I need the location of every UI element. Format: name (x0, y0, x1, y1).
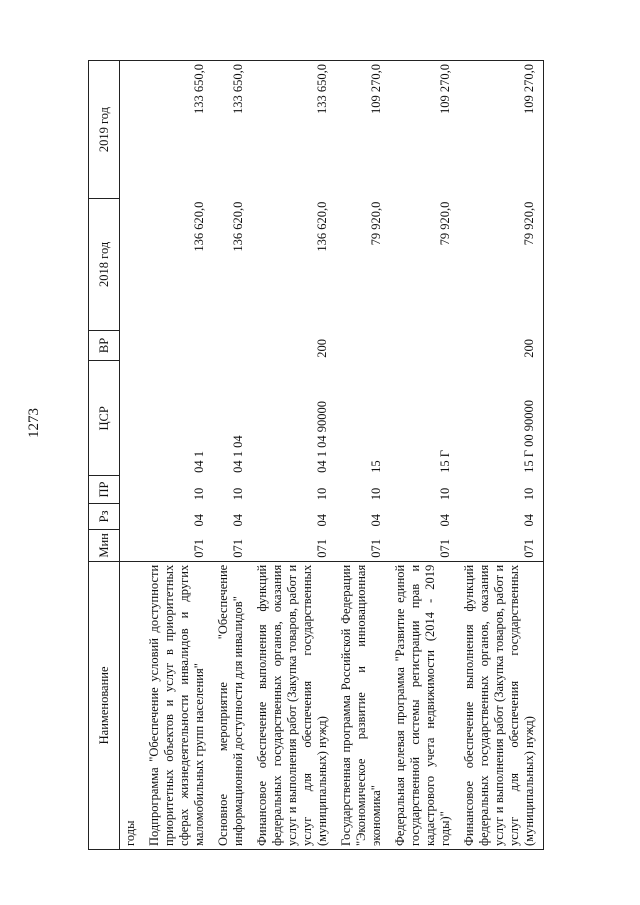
row-2018: 79 920,0 (459, 199, 544, 331)
row-csr: 04 1 04 (231, 435, 245, 473)
row-rz: 04 (459, 503, 544, 529)
row-2018: 136 620,0 (231, 201, 245, 252)
continuation-text: годы (120, 561, 145, 849)
row-name: Финансовое обеспечение выполнения функций федеральных государственных органов, оказания услуг и выполнения работ (Закупка товаров, работ и услуг для обеспечения государственных (муниципальных) нужд) (459, 561, 544, 849)
table-row (252, 61, 336, 850)
row-2019: 109 270,0 (459, 61, 544, 199)
header-pr: ПР (89, 476, 120, 503)
row-min: 071 (459, 530, 544, 562)
row-csr: 15 (369, 460, 383, 473)
row-2019: 133 650,0 (213, 61, 252, 199)
table-row (213, 61, 252, 850)
continuation-row (120, 61, 145, 850)
row-pr: 10 (459, 476, 544, 503)
row-min: 071 (231, 539, 245, 558)
row-2019: 109 270,0 (336, 61, 390, 199)
header-min: Мин (89, 530, 120, 562)
row-2018: 79 920,0 (438, 201, 452, 246)
table-row (336, 61, 390, 850)
row-2018: 79 920,0 (369, 201, 383, 246)
row-vr (336, 330, 390, 361)
row-csr: 15 Г (438, 449, 452, 473)
row-csr: 04 1 04 90000 (315, 400, 329, 473)
row-min: 071 (369, 539, 383, 558)
table-row (390, 61, 459, 850)
rotated-page (88, 60, 610, 850)
row-2019: 133 650,0 (144, 61, 213, 199)
row-rz: 04 (438, 514, 452, 527)
row-name: Государственная программа Российской Федерации "Экономическое развитие и инновационная экономика" (336, 561, 390, 849)
row-vr: 200 (315, 339, 329, 358)
header-name: Наименование (89, 561, 120, 849)
row-rz: 04 (231, 514, 245, 527)
row-csr: 15 Г 00 90000 (459, 361, 544, 476)
row-min: 071 (192, 539, 206, 558)
header-vr: ВР (89, 330, 120, 361)
header-row (89, 61, 120, 850)
row-name: Федеральная целевая программа "Развитие единой государственной системы регистрации прав и кадастрового учета недвижимости (2014 - 2019 годы)" (390, 561, 459, 849)
row-vr: 200 (459, 330, 544, 361)
row-rz: 04 (315, 514, 329, 527)
table-row (459, 61, 544, 850)
row-pr: 10 (192, 487, 206, 501)
row-vr (144, 330, 213, 361)
row-vr (213, 330, 252, 361)
header-csr: ЦСР (89, 361, 120, 476)
row-rz: 04 (192, 514, 206, 527)
page-number: 1273 (26, 408, 42, 438)
budget-table (88, 60, 544, 850)
header-2018: 2018 год (89, 199, 120, 331)
row-2018: 136 620,0 (315, 201, 329, 252)
row-rz: 04 (369, 514, 383, 527)
row-2019: 133 650,0 (252, 61, 336, 199)
header-rz: Рз (89, 503, 120, 529)
row-pr: 10 (315, 487, 329, 501)
row-pr: 10 (369, 487, 383, 501)
header-2019: 2019 год (89, 61, 120, 199)
row-vr (390, 330, 459, 361)
row-csr: 04 1 (192, 450, 206, 473)
row-min: 071 (438, 539, 452, 558)
row-2018: 136 620,0 (192, 201, 206, 252)
row-pr: 10 (231, 487, 245, 501)
row-min: 071 (315, 539, 329, 558)
row-2019: 109 270,0 (390, 61, 459, 199)
row-name: Финансовое обеспечение выполнения функций федеральных государственных органов, оказания услуг и выполнения работ (Закупка товаров, работ и услуг для обеспечения государственных (муниципальных) нужд) (252, 561, 336, 849)
row-name: Подпрограмма "Обеспечение условий доступности приоритетных объектов и услуг в приоритетных сферах жизнедеятельности инвалидов и других маломобильных групп населения" (144, 561, 213, 849)
table-row (144, 61, 213, 850)
row-name: Основное мероприятие "Обеспечение информационной доступности для инвалидов" (213, 561, 252, 849)
row-pr: 10 (438, 487, 452, 501)
